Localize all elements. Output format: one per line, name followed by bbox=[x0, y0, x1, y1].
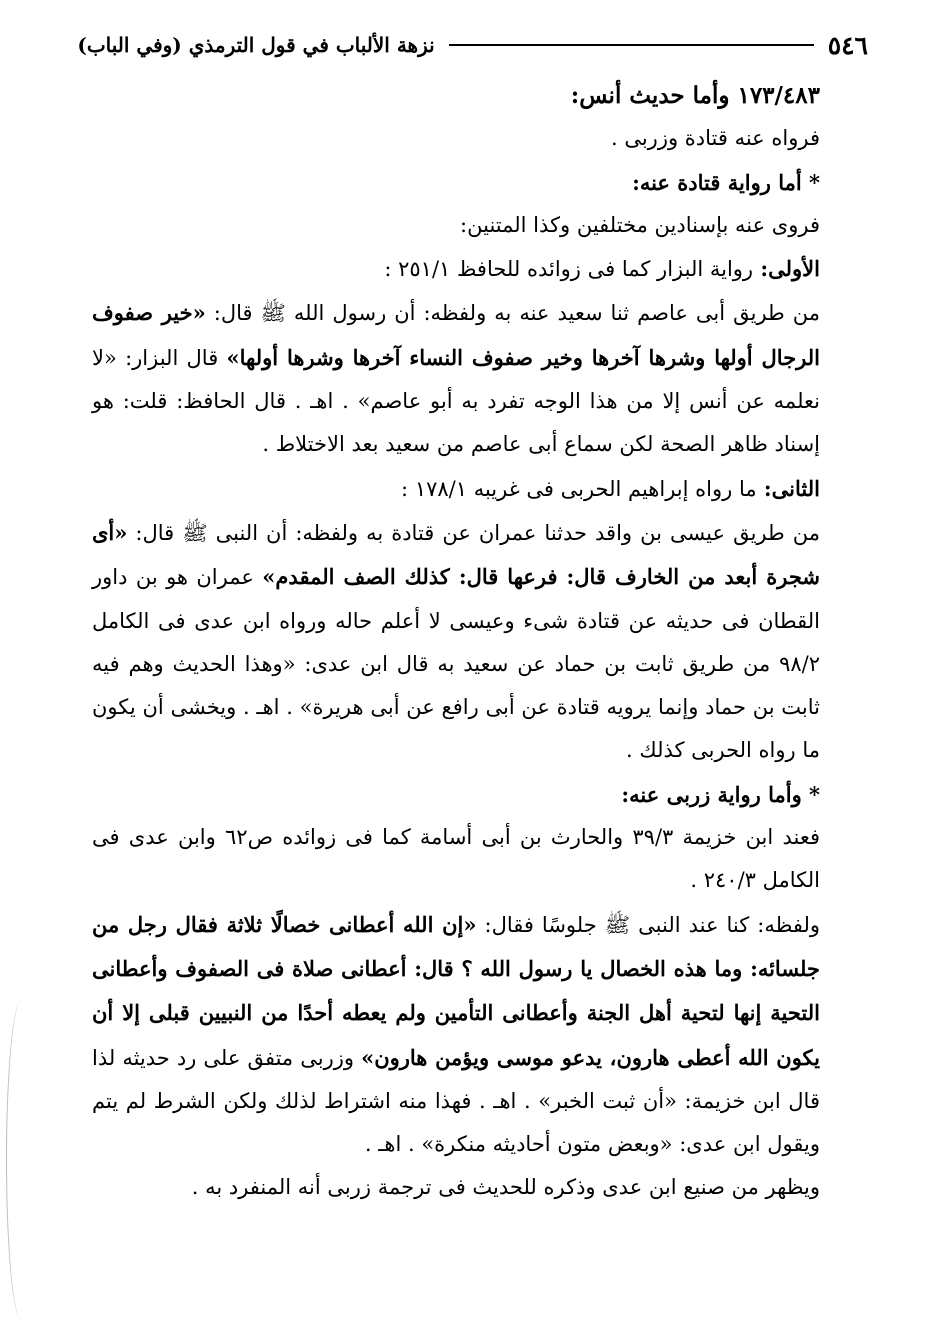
paragraph bbox=[92, 511, 870, 773]
bold-text-segment: «إن الله أعطانى خصالًا ثلاثة فقال رجل من جلسائه: وما هذه الخصال يا رسول الله ؟ قال: أعطانى صلاة فى الصفوف وأعطانى التحية إنها لتحية أهل الجنة وأعطانى التأمين ولم يعطه أحدًا من النبيين قبلى إلا أن يكون الله أعطى هارون، يدعو موسى ويؤمن هارون» bbox=[92, 911, 820, 1070]
paragraph bbox=[92, 816, 870, 903]
paragraph bbox=[92, 117, 870, 160]
paragraph bbox=[92, 291, 870, 466]
paragraph bbox=[92, 467, 870, 511]
subheading bbox=[92, 773, 870, 816]
bold-text-segment: * وأما رواية زربى عنه: bbox=[621, 781, 820, 807]
paragraph bbox=[92, 204, 870, 247]
page-binding-shadow bbox=[6, 1000, 37, 1320]
text-segment: رواية البزار كما فى زوائده للحافظ ٢٥١/١ : bbox=[384, 257, 754, 282]
text-segment: من طريق عيسى بن واقد حدثنا عمران عن قتادة به ولفظه: أن النبى ﷺ قال: bbox=[127, 520, 820, 545]
text-segment: ما رواه إبراهيم الحربى فى غريبه ١٧٨/١ : bbox=[401, 476, 757, 501]
text-segment: من طريق أبى عاصم ثنا سعيد عنه به ولفظه: أن رسول الله ﷺ قال: bbox=[205, 301, 820, 326]
bold-text-segment: الثانى: bbox=[756, 475, 820, 501]
text-segment: فروى عنه بإسنادين مختلفين وكذا المتنين: bbox=[460, 212, 820, 237]
text-segment: فرواه عنه قتادة وزربى . bbox=[610, 126, 820, 151]
subheading bbox=[92, 161, 870, 204]
running-header bbox=[77, 28, 868, 62]
header-rule bbox=[449, 44, 814, 46]
paragraph bbox=[92, 247, 870, 291]
section-heading bbox=[92, 74, 870, 117]
text-segment: وزربى متفق على رد حديثه لذا قال ابن خزيمة: «أن ثبت الخبر» . اهـ . فهذا منه اشتراط لذلك ولكن الشرط لم يتم ويقول ابن عدى: «وبعض متون أحاديثه منكرة» . اهـ . bbox=[92, 1045, 820, 1157]
bold-text-segment: ١٧٣/٤٨٣ وأما حديث أنس: bbox=[570, 82, 820, 109]
running-title: نزهة الألباب في قول الترمذي (وفي الباب) bbox=[77, 33, 435, 57]
paragraph bbox=[92, 903, 870, 1167]
bold-text-segment: الأولى: bbox=[753, 256, 820, 282]
bold-text-segment: «خير صفوف الرجال أولها وشرها آخرها وخير صفوف النساء آخرها وشرها أولها» bbox=[92, 300, 820, 370]
text-segment: فعند ابن خزيمة ٣٩/٣ والحارث بن أبى أسامة كما فى زوائده ص٦٢ وابن عدى فى الكامل ٢٤٠/٣ . bbox=[92, 825, 820, 893]
text-segment: ولفظه: كنا عند النبى ﷺ جلوسًا فقال: bbox=[476, 912, 820, 937]
bold-text-segment: * أما رواية قتادة عنه: bbox=[632, 169, 820, 195]
text-segment: عمران هو بن داور القطان فى حديثه عن قتادة شىء وعيسى لا أعلم حاله ورواه ابن عدى فى الكامل ٩٨/٢ من طريق ثابت بن حماد عن سعيد به قال ابن عدى: «وهذا الحديث وهم فيه ثابت بن حماد وإنما يرويه قتادة عن أبى رافع عن أبى هريرة» . اهـ . ويخشى أن يكون ما رواه الحربى كذلك . bbox=[92, 565, 820, 763]
bold-text-segment: «أى شجرة أبعد من الخارف قال: فرعها قال: كذلك الصف المقدم» bbox=[92, 519, 821, 590]
text-segment: قال البزار: «لا نعلمه عن أنس إلا من هذا الوجه تفرد به أبو عاصم» . اهـ . قال الحافظ: قلت: هو إسناد ظاهر الصحة لكن سماع أبى عاصم من سعيد بعد الاختلاط . bbox=[92, 345, 820, 457]
text-segment: ويظهر من صنيع ابن عدى وذكره للحديث فى ترجمة زربى أنه المنفرد به . bbox=[191, 1175, 820, 1200]
page-number: ٥٤٦ bbox=[827, 30, 868, 60]
paragraph bbox=[92, 1166, 870, 1209]
page-body bbox=[92, 74, 870, 1210]
